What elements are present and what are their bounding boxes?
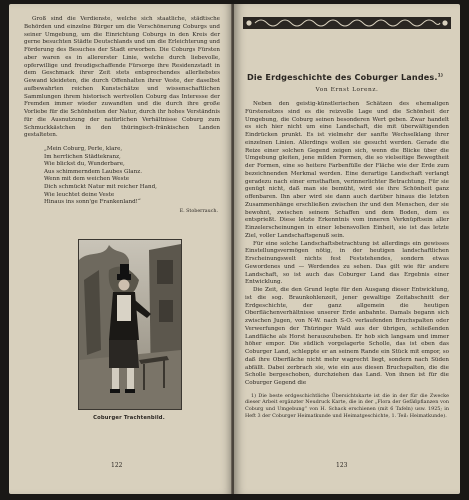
costume-photograph [78, 239, 182, 410]
photo-caption: Coburger Trachtenbild. [93, 415, 165, 421]
right-page-text [245, 101, 449, 424]
photo-illustration [79, 240, 181, 409]
title-footnote-mark: 1) [437, 73, 444, 79]
poem-line: Hinaus ins sonn'ge Frankenland!“ [44, 199, 141, 206]
right-paragraph: Für eine solche Landschaftsbetrachtung ist allerdings ein gewisses Einstellungsvermögen nötig, in der heutigen landschaftlichen Erscheinungswelt nichts fest Feststehendes, sondern etwas Gewordenes und — Werdendes zu sehen. Das gilt wie für andere Landschaft, so ist auch das Coburger Land das Ergebnis einer Entwicklung. [245, 240, 449, 286]
left-page [9, 4, 233, 494]
chapter-title [247, 72, 447, 82]
right-page [234, 4, 460, 494]
page-number-left: 122 [111, 462, 123, 469]
poem-line: Wie blickst du, Wunderbare, [44, 161, 125, 168]
poem-line: Aus schimmerndem Laubes Glanz. [44, 168, 142, 175]
footnote: 1) Die beste erdgeschichtliche Übersichtskarte ist die in der für die Zwecke dieser Arbeit ergänzter Neudruck Karte, die in der „Flora der Gefäßpflanzen von Coburg und Umgebung“ von H. Schack erschienen (mit 6 Tafeln) usw. 1925; in Heft 3 der Coburger Heimatkunde und Heimatgeschichte, 1. Teil: Heimatkunde). [245, 392, 449, 419]
poem-line: Wie leuchtet deine Veste [44, 191, 115, 198]
author-byline: Von Ernst Lorenz. [315, 87, 379, 93]
chapter-title-text: Die Erdgeschichte des Coburger Landes. [247, 72, 438, 82]
poem-line: Dich schmückt Natur mit reicher Hand, [44, 183, 157, 190]
page-number-right: 123 [336, 462, 348, 469]
left-paragraph: Groß sind die Verdienste, welche sich staatliche, städtische Behörden und einzelne Bürger um die Verschönerung Coburgs und seiner Umgebung, um die Einrichtung Coburgs in den Kreis der gerne besuchten Städte Deutschlands und um die Erleichterung und Förderung des Besuches der Stadt erworben. Die Coburgs Fürsten aber waren es in allererster Linie, welche durch liebevolle, opferwillige und freudigschaffende Fürsorge ihre Residenzstadt in dem Geschmack ihrer Zeit stets entsprechendes allerliebstes Gewand kleideten, die durch Offenhalten ihrer Veste, der daselbst aufbewahrten reichen Kunstschätze und wissenschaftlichen Sammlungen ihrem historisch wertvollen Coburg das Interesse der Fremden immer wieder zuwandten und die durch ihre große Vorliebe für die Schönheiten der Natur, durch ihr hohes Verständnis für die Ausnutzung der natürlichen Verhältnisse Coburg zum Schmuckkästchen in den thüringisch-fränkischen Landen gestalteten. [24, 16, 220, 139]
ornamental-border-header [243, 16, 451, 30]
poem-line: Wenn mit dem weichen Weste [44, 176, 130, 183]
poem-author: E. Stoberrauch. [179, 208, 218, 214]
right-paragraph: Neben den geistig-künstlerischen Schätzen des ehemaligen Fürstensitzes sind es die reizvolle Lage und die Schönheit der Umgebung, die Coburg seinen besonderen Wert geben. Zwar handelt es sich hier nicht um eine Landschaft, die mit überwältigenden Eindrücken prunkt. Es ist vielmehr der sanfte Wechselklang ihrer einzelnen Linien. Allerdings wollen sie gesucht werden. Gerade die Reize einer solchen Gegend zeigen sich, wenn die Blicke über die Umgebung gleiten, jene milden Formen, die so vielseitige Bewegtheit der Formen, eine so heitere Farbenfülle der Fläche wie der Erde zum bezeichnenden Merkmal werden. Eine derartige Landschaft verlangt geradezu nach einer ernsthaften, verinnerlichter Betrachtung. Für sie genügt nicht, daß man sie bemüht, wird sie ihre Schönheit ganz offenbaren. Ihn aber wird sie dann auch darüber hinaus die letzten Zusammenhänge erschließen zwischen ihr und den Menschen, der sie bewohnt, zwischen seinem Schaffen und dem Boden, dem es entsprießt. Diese letzte Erkenntnis vom inneren Verknüpftsein aller Einzelerscheinungen in einer lebensvollen Einheit, sie ist das letzte Ziel, voller Landschaftsgenuß sein. [245, 101, 449, 239]
right-paragraph: Die Zeit, die den Grund legte für den Ausgang dieser Entwicklung, ist die sog. Braunkohlenzeit, jener gewaltige Zeitabschnitt der Erdgeschichte, der ganz allgemein die heutigen Oberflächenverhältnisse unserer Erde anbahnte. Damals begann sich zwischen Jugen, von N-W. nach S-O. verlaufenden Bruchspalten oder Verwerfungen der Thüringer Wald aus der übrigen, schließenden Landfläche als Horst herauszuheben. Er hob sich langsam und immer höher empor. Die südlich vorgelagerte Scholle, das ist eben das Coburger Land, schleppte er an seinem Rande ein Stück mit empor, so daß ihre Oberfläche nicht mehr wagrecht liegt, sondern nach Süden abfällt. Dabei zerbrach sie, wie ein aus diesen Bruchspalten, die die Scholle bergeschoben, durchziehen das Land. Von ihnen ist für die Coburger Gegend die [245, 287, 449, 386]
poem-line: „Mein Coburg, Perle, klare, [44, 146, 123, 152]
poem [44, 146, 220, 215]
poem-line: Im herrlichen Städtekranz, [44, 153, 121, 160]
left-page-text [24, 16, 220, 215]
